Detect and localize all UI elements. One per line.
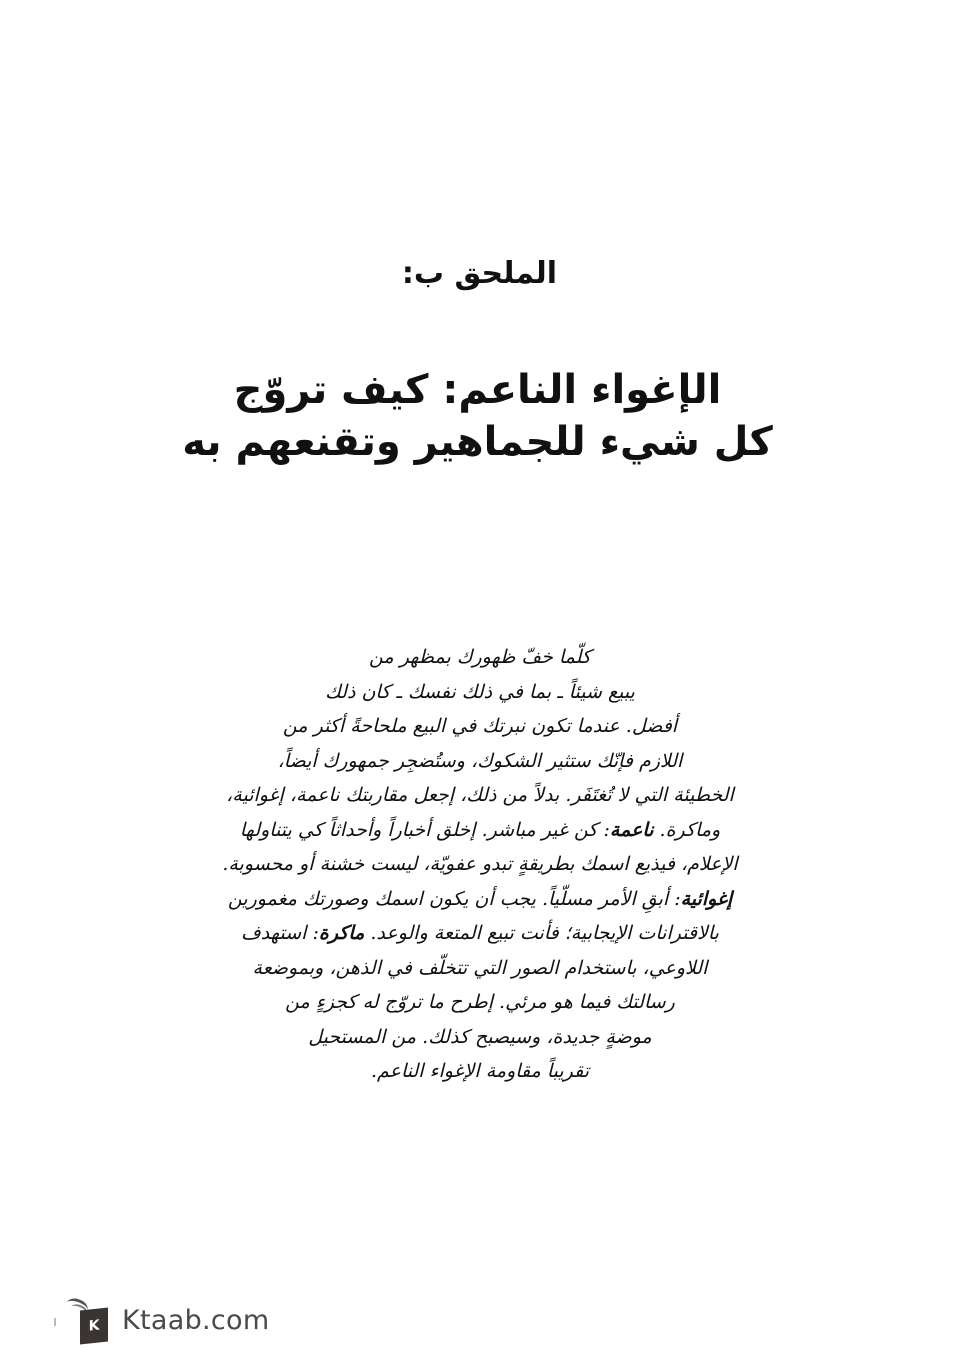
epigraph-line: الإعلام، فيذيع اسمك بطريقةٍ تبدو عفويّة، ليست خشنة أو محسوبة. (222, 853, 738, 875)
appendix-label (0, 252, 955, 296)
ktaab-logo[interactable] (62, 1290, 269, 1350)
epigraph-text: بالاقترانات الإيجابية؛ فأنت تبيع المتعة والوعد. (364, 922, 719, 944)
chapter-title-line-2: كل شيء للجماهير وتقنعهم به (182, 419, 773, 465)
appendix-label-text: الملحق ب: (401, 256, 558, 291)
logo-letter: K (88, 1317, 100, 1335)
epigraph-line (190, 882, 770, 917)
logo-text: Ktaab.com (122, 1304, 270, 1336)
epigraph-line (190, 813, 770, 848)
epigraph-line: تقريباً مقاومة الإغواء الناعم. (370, 1060, 590, 1082)
margin-mark (54, 1318, 56, 1326)
epigraph-text: : أبقِ الأمر مسلّياً. يجب أن يكون اسمك وصورتك مغمورين (227, 887, 681, 910)
epigraph-line: اللازم فإنّك ستثير الشكوك، وستُضجِر جمهورك أيضاً، (277, 749, 683, 772)
epigraph-line: كلّما خفّ ظهورك بمظهر من (369, 646, 591, 668)
epigraph-text: : استهدف (241, 922, 319, 944)
epigraph-line (190, 916, 770, 951)
epigraph-text: وماكرة. (653, 818, 721, 841)
epigraph-line: موضةٍ جديدة، وسيصبح كذلك. من المستحيل (308, 1025, 652, 1048)
epigraph-keyword-seductive: إغوائية (680, 887, 733, 910)
epigraph-line: الخطيئة التي لا تُغتَفَر. بدلاً من ذلك، إجعل مقاربتك ناعمة، إغوائية، (226, 784, 734, 806)
epigraph (190, 640, 770, 1089)
epigraph-line: اللاوعي، باستخدام الصور التي تتخلّف في الذهن، وبموضعة (252, 956, 708, 979)
book-cover (80, 1308, 108, 1345)
epigraph-line: رسالتك فيما هو مرئي. إطرح ما تروّج له كجزءٍ من (285, 991, 675, 1013)
epigraph-line: أفضل. عندما تكون نبرتك في البيع ملحاحةً أكثر من (282, 715, 678, 737)
epigraph-text: : كن غير مباشر. إخلق أخباراً وأحداثاً كي يتناولها (239, 818, 610, 841)
epigraph-line: يبيع شيئاً ـ بما في ذلك نفسك ـ كان ذلك (325, 680, 635, 703)
epigraph-keyword-sly: ماكرة (318, 922, 365, 944)
chapter-title (0, 364, 955, 468)
epigraph-keyword-soft: ناعمة (609, 818, 654, 841)
open-book-icon (62, 1295, 114, 1345)
chapter-title-line-1: الإغواء الناعم: كيف تروّج (233, 367, 722, 413)
